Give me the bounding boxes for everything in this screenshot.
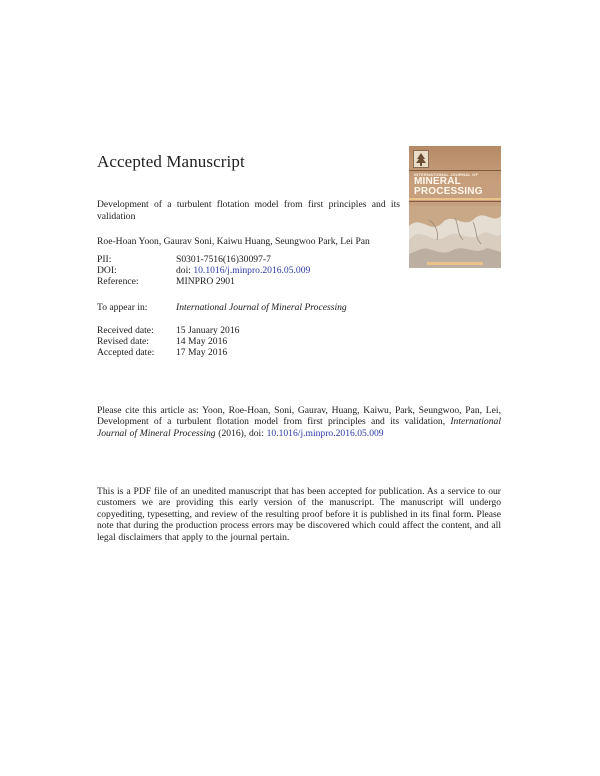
doi-row — [97, 265, 310, 276]
pii-row — [97, 254, 310, 265]
identifier-block — [97, 254, 310, 287]
reference-value: MINPRO 2901 — [176, 276, 235, 287]
journal-cover — [409, 146, 501, 268]
citation-text: Please cite this article as: Yoon, Roe-Hoan, Soni, Gaurav, Huang, Kaiwu, Park, Seungwoo, Pan, Lei, Development of a turbulent flotation model from first principles and its validation, — [97, 405, 501, 428]
reference-label: Reference: — [97, 276, 139, 287]
dates-block — [97, 325, 239, 358]
cover-journal-line3: PROCESSING — [414, 186, 483, 197]
disclaimer-paragraph: This is a PDF file of an unedited manuscript that has been accepted for publication. As a service to our customers we are providing this early version of the manuscript. The manuscript will undergo copyediting, typesetting, and review of the resulting proof before it is published in its final form. Please note that during the production process errors may be discovered which could affect the content, and all legal disclaimers that apply to the journal pertain. — [97, 486, 501, 543]
appear-label: To appear in: — [97, 302, 148, 313]
revised-label: Revised date: — [97, 336, 149, 347]
received-label: Received date: — [97, 325, 154, 336]
pii-value: S0301-7516(16)30097-7 — [176, 254, 271, 265]
author-list: Roe-Hoan Yoon, Gaurav Soni, Kaiwu Huang, Seungwoo Park, Lei Pan — [97, 236, 370, 247]
revised-value: 14 May 2016 — [176, 336, 228, 347]
cover-journal-line1: INTERNATIONAL JOURNAL OF — [414, 172, 479, 177]
page-heading: Accepted Manuscript — [97, 152, 245, 171]
citation-paragraph — [97, 405, 501, 439]
revised-row — [97, 336, 239, 347]
citation-year: (2016), doi: — [215, 427, 267, 439]
doi-prefix: doi: — [176, 265, 194, 276]
cover-journal-title — [414, 177, 500, 197]
pii-label: PII: — [97, 254, 112, 265]
appear-row — [97, 302, 347, 313]
doi-label: DOI: — [97, 265, 117, 276]
journal-name: International Journal of Mineral Processing — [176, 302, 347, 313]
doi-link[interactable]: 10.1016/j.minpro.2016.05.009 — [193, 265, 311, 276]
elsevier-logo-icon — [413, 150, 429, 168]
article-title: Development of a turbulent flotation model from first principles and its validation — [97, 199, 400, 222]
citation-journal: International Journal of Mineral Processing — [97, 416, 501, 439]
cover-journal-line2: MINERAL — [414, 176, 461, 187]
accepted-label: Accepted date: — [97, 347, 155, 358]
accepted-row — [97, 347, 239, 358]
received-row — [97, 325, 239, 336]
reference-row — [97, 276, 310, 287]
citation-doi-link[interactable]: 10.1016/j.minpro.2016.05.009 — [266, 427, 384, 439]
appear-block — [97, 302, 347, 313]
accepted-value: 17 May 2016 — [176, 347, 228, 358]
received-value: 15 January 2016 — [176, 325, 240, 336]
cover-artwork-icon — [409, 206, 501, 268]
